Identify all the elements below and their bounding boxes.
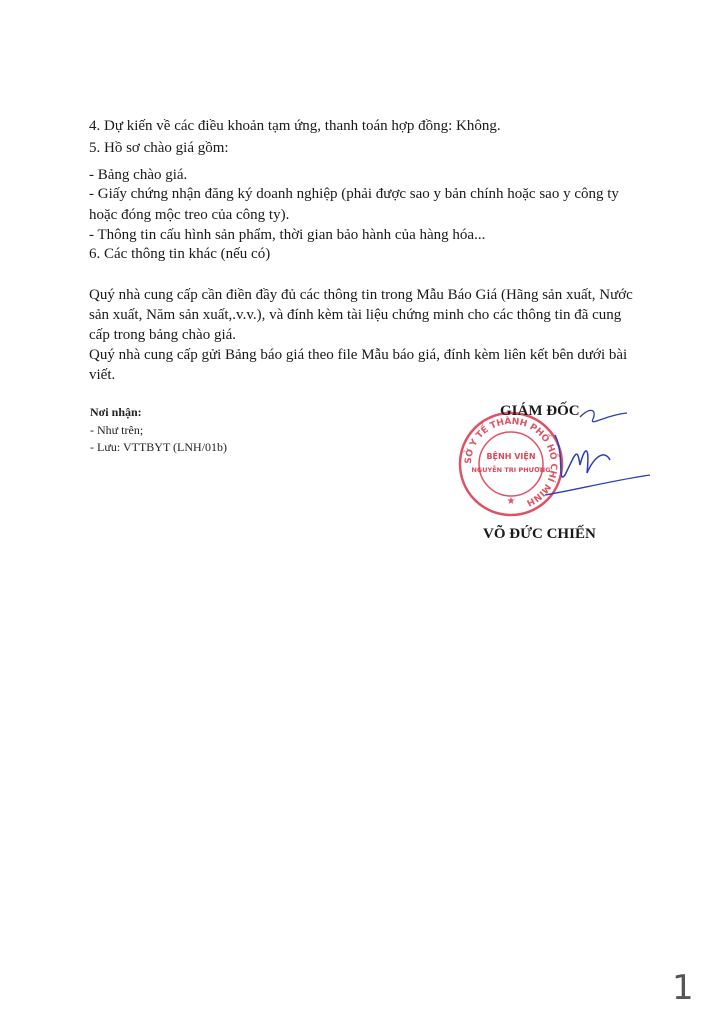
stamp-star-icon: ★ (506, 496, 516, 507)
page-number: 1 (672, 968, 694, 1008)
recipient-item: - Như trên; (90, 423, 144, 437)
handwritten-signature (535, 395, 655, 515)
stamp-center-line: NGUYỄN TRI PHƯƠNG (471, 466, 551, 474)
body-line: hoặc đóng mộc treo của công ty). (89, 207, 290, 223)
signer-title: GIÁM ĐỐC (500, 403, 580, 419)
notice-line: cấp trong bảng chào giá. (89, 327, 237, 343)
notice-line: sản xuất, Năm sản xuất,.v.v.), và đính kèm tài liệu chứng minh cho các thông tin đã cung (89, 307, 622, 323)
stamp-center-line: BỆNH VIỆN (486, 452, 536, 461)
body-line: - Bảng chào giá. (89, 167, 188, 183)
body-line: 5. Hồ sơ chào giá gồm: (89, 140, 229, 156)
notice-line: viết. (89, 367, 116, 383)
body-line: - Thông tin cấu hình sản phẩm, thời gian bảo hành của hàng hóa... (89, 227, 486, 243)
recipient-item: - Lưu: VTTBYT (LNH/01b) (90, 440, 228, 454)
stamp-ring-text: SỞ Y TẾ THÀNH PHỐ HỒ CHÍ MINH (463, 416, 559, 508)
body-line: 4. Dự kiến về các điều khoản tạm ứng, thanh toán hợp đồng: Không. (89, 118, 501, 134)
body-line: - Giấy chứng nhận đăng ký doanh nghiệp (phải được sao y bản chính hoặc sao y công ty (89, 186, 619, 202)
signer-name: VÕ ĐỨC CHIẾN (483, 526, 596, 542)
body-line: 6. Các thông tin khác (nếu có) (89, 246, 271, 262)
notice-line: Quý nhà cung cấp gửi Bảng báo giá theo file Mẫu báo giá, đính kèm liên kết bên dưới bài (89, 347, 628, 363)
recipients-heading: Nơi nhận: (90, 405, 142, 419)
notice-line: Quý nhà cung cấp cần điền đầy đủ các thông tin trong Mẫu Báo Giá (Hãng sản xuất, Nước (89, 287, 633, 303)
